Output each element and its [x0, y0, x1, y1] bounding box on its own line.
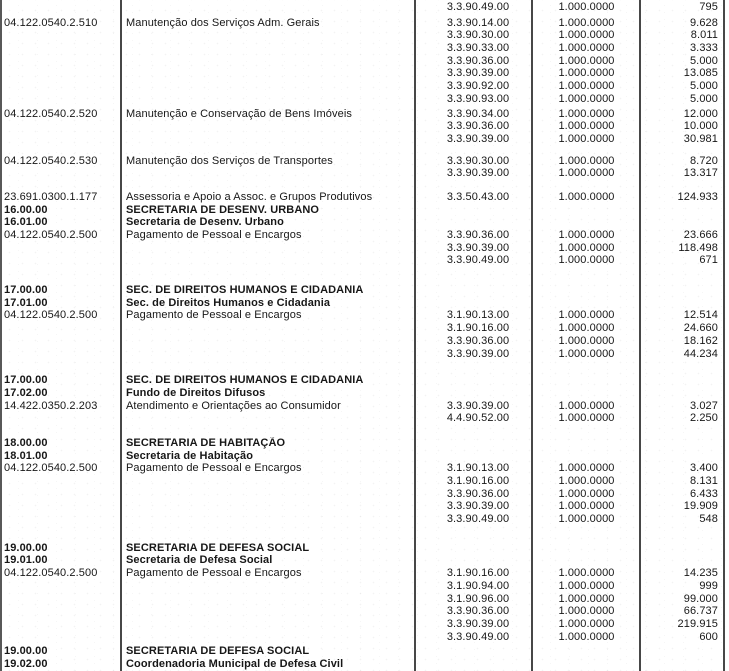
account-code-cell: 3.1.90.16.00 — [446, 475, 510, 487]
table-row — [0, 322, 729, 335]
table-row — [0, 631, 729, 644]
code-cell: 19.01.00 — [4, 554, 48, 567]
table-row — [0, 500, 729, 513]
value-cell: 24.660 — [683, 322, 718, 335]
value-cell: 671 — [699, 254, 718, 267]
table-row — [0, 167, 729, 180]
table-row — [0, 242, 729, 255]
account-code-cell: 3.3.90.93.00 — [446, 92, 510, 105]
fonte-cell: 1.000.0000 — [558, 67, 615, 80]
table-row — [0, 387, 729, 400]
description-cell: Coordenadoria Municipal de Defesa Civil — [126, 657, 344, 670]
account-code-cell: 3.3.90.92.00 — [446, 80, 510, 93]
value-cell: 8.720 — [689, 154, 718, 167]
code-cell: 19.00.00 — [4, 645, 48, 658]
value-cell: 8.131 — [689, 475, 718, 487]
description-cell: Secretaria de Habitação — [126, 449, 254, 462]
description-cell: Sec. de Direitos Humanos e Cidadania — [126, 296, 331, 309]
fonte-cell: 1.000.0000 — [558, 16, 615, 29]
fonte-cell: 1.000.0000 — [558, 309, 615, 322]
code-cell: 04.122.0540.2.500 — [4, 229, 98, 241]
account-code-cell: 3.3.90.33.00 — [446, 42, 510, 55]
table-row — [0, 437, 729, 450]
table-row — [0, 488, 729, 501]
code-cell: 17.01.00 — [4, 296, 48, 309]
account-code-cell: 3.3.90.49.00 — [446, 254, 510, 267]
description-cell: SEC. DE DIREITOS HUMANOS E CIDADANIA — [126, 374, 364, 387]
table-row — [0, 254, 729, 267]
description-cell: Fundo de Direitos Difusos — [126, 386, 266, 399]
value-cell: 9.628 — [689, 16, 718, 29]
code-cell: 16.01.00 — [4, 216, 48, 229]
fonte-cell: 1.000.0000 — [558, 487, 615, 500]
fonte-cell: 1.000.0000 — [558, 513, 615, 526]
fonte-cell: 1.000.0000 — [558, 107, 615, 120]
table-row — [0, 229, 729, 242]
value-cell: 18.162 — [683, 334, 718, 347]
table-row — [0, 567, 729, 580]
table-row — [0, 462, 729, 475]
value-cell: 19.909 — [683, 500, 718, 513]
code-cell: 18.01.00 — [4, 449, 48, 462]
description-cell: SEC. DE DIREITOS HUMANOS E CIDADANIA — [126, 284, 364, 297]
code-cell: 17.02.00 — [4, 386, 48, 399]
account-code-cell: 3.3.90.36.00 — [446, 605, 510, 618]
fonte-cell: 1.000.0000 — [558, 29, 615, 42]
table-row — [0, 93, 729, 106]
code-cell: 04.122.0540.2.510 — [4, 16, 98, 29]
code-cell: 04.122.0540.2.520 — [4, 107, 98, 120]
fonte-cell: 1.000.0000 — [558, 229, 615, 241]
fonte-cell: 1.000.0000 — [558, 120, 615, 133]
table-row — [0, 593, 729, 606]
value-cell: 5.000 — [689, 92, 718, 105]
value-cell: 12.000 — [683, 107, 718, 120]
value-cell: 2.250 — [689, 412, 718, 425]
description-cell: Pagamento de Pessoal e Encargos — [126, 567, 302, 580]
table-row — [0, 216, 729, 229]
account-code-cell: 3.3.90.39.00 — [446, 167, 510, 180]
account-code-cell: 3.3.90.30.00 — [446, 29, 510, 42]
table-row — [0, 580, 729, 593]
description-cell: Pagamento de Pessoal e Encargos — [126, 309, 302, 322]
table-row — [0, 120, 729, 133]
fonte-cell: 1.000.0000 — [558, 605, 615, 618]
fonte-cell: 1.000.0000 — [558, 92, 615, 105]
fonte-cell: 1.000.0000 — [558, 630, 615, 643]
table-row — [0, 513, 729, 526]
fonte-cell: 1.000.0000 — [558, 399, 615, 412]
value-cell: 795 — [699, 1, 718, 13]
description-cell: Secretaria de Desenv. Urbano — [126, 216, 284, 229]
fonte-cell: 1.000.0000 — [558, 154, 615, 167]
description-cell: Manutenção dos Serviços Adm. Gerais — [126, 16, 320, 29]
table-row — [0, 1, 729, 14]
table-row — [0, 42, 729, 55]
fonte-cell: 1.000.0000 — [558, 1, 615, 13]
table-row — [0, 80, 729, 93]
fonte-cell: 1.000.0000 — [558, 462, 615, 475]
account-code-cell: 3.3.90.36.00 — [446, 54, 510, 67]
table-row — [0, 618, 729, 631]
value-cell: 5.000 — [689, 80, 718, 93]
table-row — [0, 108, 729, 121]
fonte-cell: 1.000.0000 — [558, 254, 615, 267]
value-cell: 66.737 — [683, 605, 718, 618]
table-row — [0, 133, 729, 146]
value-cell: 12.514 — [683, 309, 718, 322]
table-row — [0, 204, 729, 217]
fonte-cell: 1.000.0000 — [558, 241, 615, 254]
code-cell: 23.691.0300.1.177 — [4, 190, 98, 203]
code-cell: 17.00.00 — [4, 374, 48, 387]
account-code-cell: 3.1.90.13.00 — [446, 462, 510, 475]
account-code-cell: 3.1.90.94.00 — [446, 579, 510, 592]
table-row — [0, 554, 729, 567]
table-row — [0, 412, 729, 425]
table-row — [0, 374, 729, 387]
value-cell: 3.027 — [689, 399, 718, 412]
value-cell: 6.433 — [689, 487, 718, 500]
account-code-cell: 3.3.90.49.00 — [446, 513, 510, 526]
value-cell: 13.085 — [683, 67, 718, 80]
value-cell: 548 — [699, 513, 718, 526]
value-cell: 44.234 — [683, 347, 718, 360]
account-code-cell: 3.3.90.39.00 — [446, 241, 510, 254]
value-cell: 14.235 — [683, 567, 718, 580]
description-cell: Manutenção e Conservação de Bens Imóveis — [126, 107, 352, 120]
account-code-cell: 3.3.90.39.00 — [446, 347, 510, 360]
code-cell: 04.122.0540.2.500 — [4, 309, 98, 322]
account-code-cell: 3.3.90.49.00 — [446, 1, 510, 13]
table-row — [0, 309, 729, 322]
account-code-cell: 3.3.90.49.00 — [446, 630, 510, 643]
fonte-cell: 1.000.0000 — [558, 592, 615, 605]
description-cell: Assessoria e Apoio a Assoc. e Grupos Produtivos — [126, 190, 373, 203]
description-cell: Manutenção dos Serviços de Transportes — [126, 154, 333, 167]
account-code-cell: 3.3.90.14.00 — [446, 16, 510, 29]
account-code-cell: 3.3.90.30.00 — [446, 154, 510, 167]
table-row — [0, 284, 729, 297]
table-row — [0, 29, 729, 42]
description-cell: SECRETARIA DE HABITAÇÃO — [126, 436, 286, 449]
description-cell: Secretaria de Defesa Social — [126, 554, 273, 567]
table-row — [0, 17, 729, 30]
table-row — [0, 475, 729, 488]
account-code-cell: 4.4.90.52.00 — [446, 412, 510, 425]
code-cell: 19.00.00 — [4, 541, 48, 554]
value-cell: 99.000 — [683, 592, 718, 605]
value-cell: 8.011 — [690, 29, 718, 42]
fonte-cell: 1.000.0000 — [558, 579, 615, 592]
value-cell: 124.933 — [677, 190, 718, 203]
code-cell: 18.00.00 — [4, 436, 48, 449]
account-code-cell: 3.1.90.16.00 — [446, 567, 510, 580]
table-row — [0, 348, 729, 361]
fonte-cell: 1.000.0000 — [558, 80, 615, 93]
account-code-cell: 3.3.50.43.00 — [446, 190, 510, 203]
value-cell: 600 — [699, 630, 718, 643]
fonte-cell: 1.000.0000 — [558, 412, 615, 425]
fonte-cell: 1.000.0000 — [558, 132, 615, 145]
table-row — [0, 605, 729, 618]
code-cell: 04.122.0540.2.500 — [4, 462, 98, 475]
table-row — [0, 67, 729, 80]
fonte-cell: 1.000.0000 — [558, 167, 615, 180]
code-cell: 16.00.00 — [4, 203, 48, 216]
account-code-cell: 3.1.90.13.00 — [446, 309, 510, 322]
account-code-cell: 3.3.90.39.00 — [446, 132, 510, 145]
table-row — [0, 335, 729, 348]
table-row — [0, 155, 729, 168]
fonte-cell: 1.000.0000 — [558, 322, 615, 335]
fonte-cell: 1.000.0000 — [558, 54, 615, 67]
account-code-cell: 3.1.90.16.00 — [446, 322, 510, 335]
table-row — [0, 55, 729, 68]
account-code-cell: 3.3.90.39.00 — [446, 399, 510, 412]
account-code-cell: 3.3.90.36.00 — [446, 120, 510, 133]
table-row — [0, 191, 729, 204]
table-row — [0, 645, 729, 658]
description-cell: SECRETARIA DE DEFESA SOCIAL — [126, 541, 310, 554]
value-cell: 999 — [699, 579, 718, 592]
value-cell: 219.915 — [677, 617, 718, 630]
value-cell: 3.400 — [689, 462, 718, 475]
value-cell: 10.000 — [683, 120, 718, 133]
description-cell: Pagamento de Pessoal e Encargos — [126, 229, 302, 241]
table-row — [0, 297, 729, 310]
description-cell: SECRETARIA DE DESENV. URBANO — [126, 203, 320, 216]
code-cell: 14.422.0350.2.203 — [4, 399, 98, 412]
table-row — [0, 450, 729, 463]
value-cell: 13.317 — [683, 167, 718, 180]
fonte-cell: 1.000.0000 — [558, 500, 615, 513]
fonte-cell: 1.000.0000 — [558, 567, 615, 580]
description-cell: SECRETARIA DE DEFESA SOCIAL — [126, 645, 310, 658]
table-row — [0, 400, 729, 413]
code-cell: 04.122.0540.2.530 — [4, 154, 98, 167]
fonte-cell: 1.000.0000 — [558, 190, 615, 203]
value-cell: 23.666 — [683, 229, 718, 241]
value-cell: 118.498 — [678, 241, 718, 254]
description-cell: Pagamento de Pessoal e Encargos — [126, 462, 302, 475]
account-code-cell: 3.3.90.39.00 — [446, 67, 510, 80]
account-code-cell: 3.3.90.39.00 — [446, 500, 510, 513]
account-code-cell: 3.3.90.36.00 — [446, 334, 510, 347]
code-cell: 19.02.00 — [4, 657, 48, 670]
account-code-cell: 3.3.90.36.00 — [446, 229, 510, 241]
fonte-cell: 1.000.0000 — [558, 475, 615, 487]
value-cell: 30.981 — [683, 132, 718, 145]
fonte-cell: 1.000.0000 — [558, 42, 615, 55]
code-cell: 17.00.00 — [4, 284, 48, 297]
account-code-cell: 3.3.90.36.00 — [446, 487, 510, 500]
value-cell: 3.333 — [689, 42, 718, 55]
code-cell: 04.122.0540.2.500 — [4, 567, 98, 580]
table-row — [0, 658, 729, 671]
table-row — [0, 542, 729, 555]
account-code-cell: 3.3.90.34.00 — [446, 107, 510, 120]
fonte-cell: 1.000.0000 — [558, 347, 615, 360]
value-cell: 5.000 — [689, 54, 718, 67]
fonte-cell: 1.000.0000 — [558, 617, 615, 630]
account-code-cell: 3.1.90.96.00 — [446, 592, 510, 605]
fonte-cell: 1.000.0000 — [558, 334, 615, 347]
account-code-cell: 3.3.90.39.00 — [446, 617, 510, 630]
description-cell: Atendimento e Orientações ao Consumidor — [126, 399, 341, 412]
